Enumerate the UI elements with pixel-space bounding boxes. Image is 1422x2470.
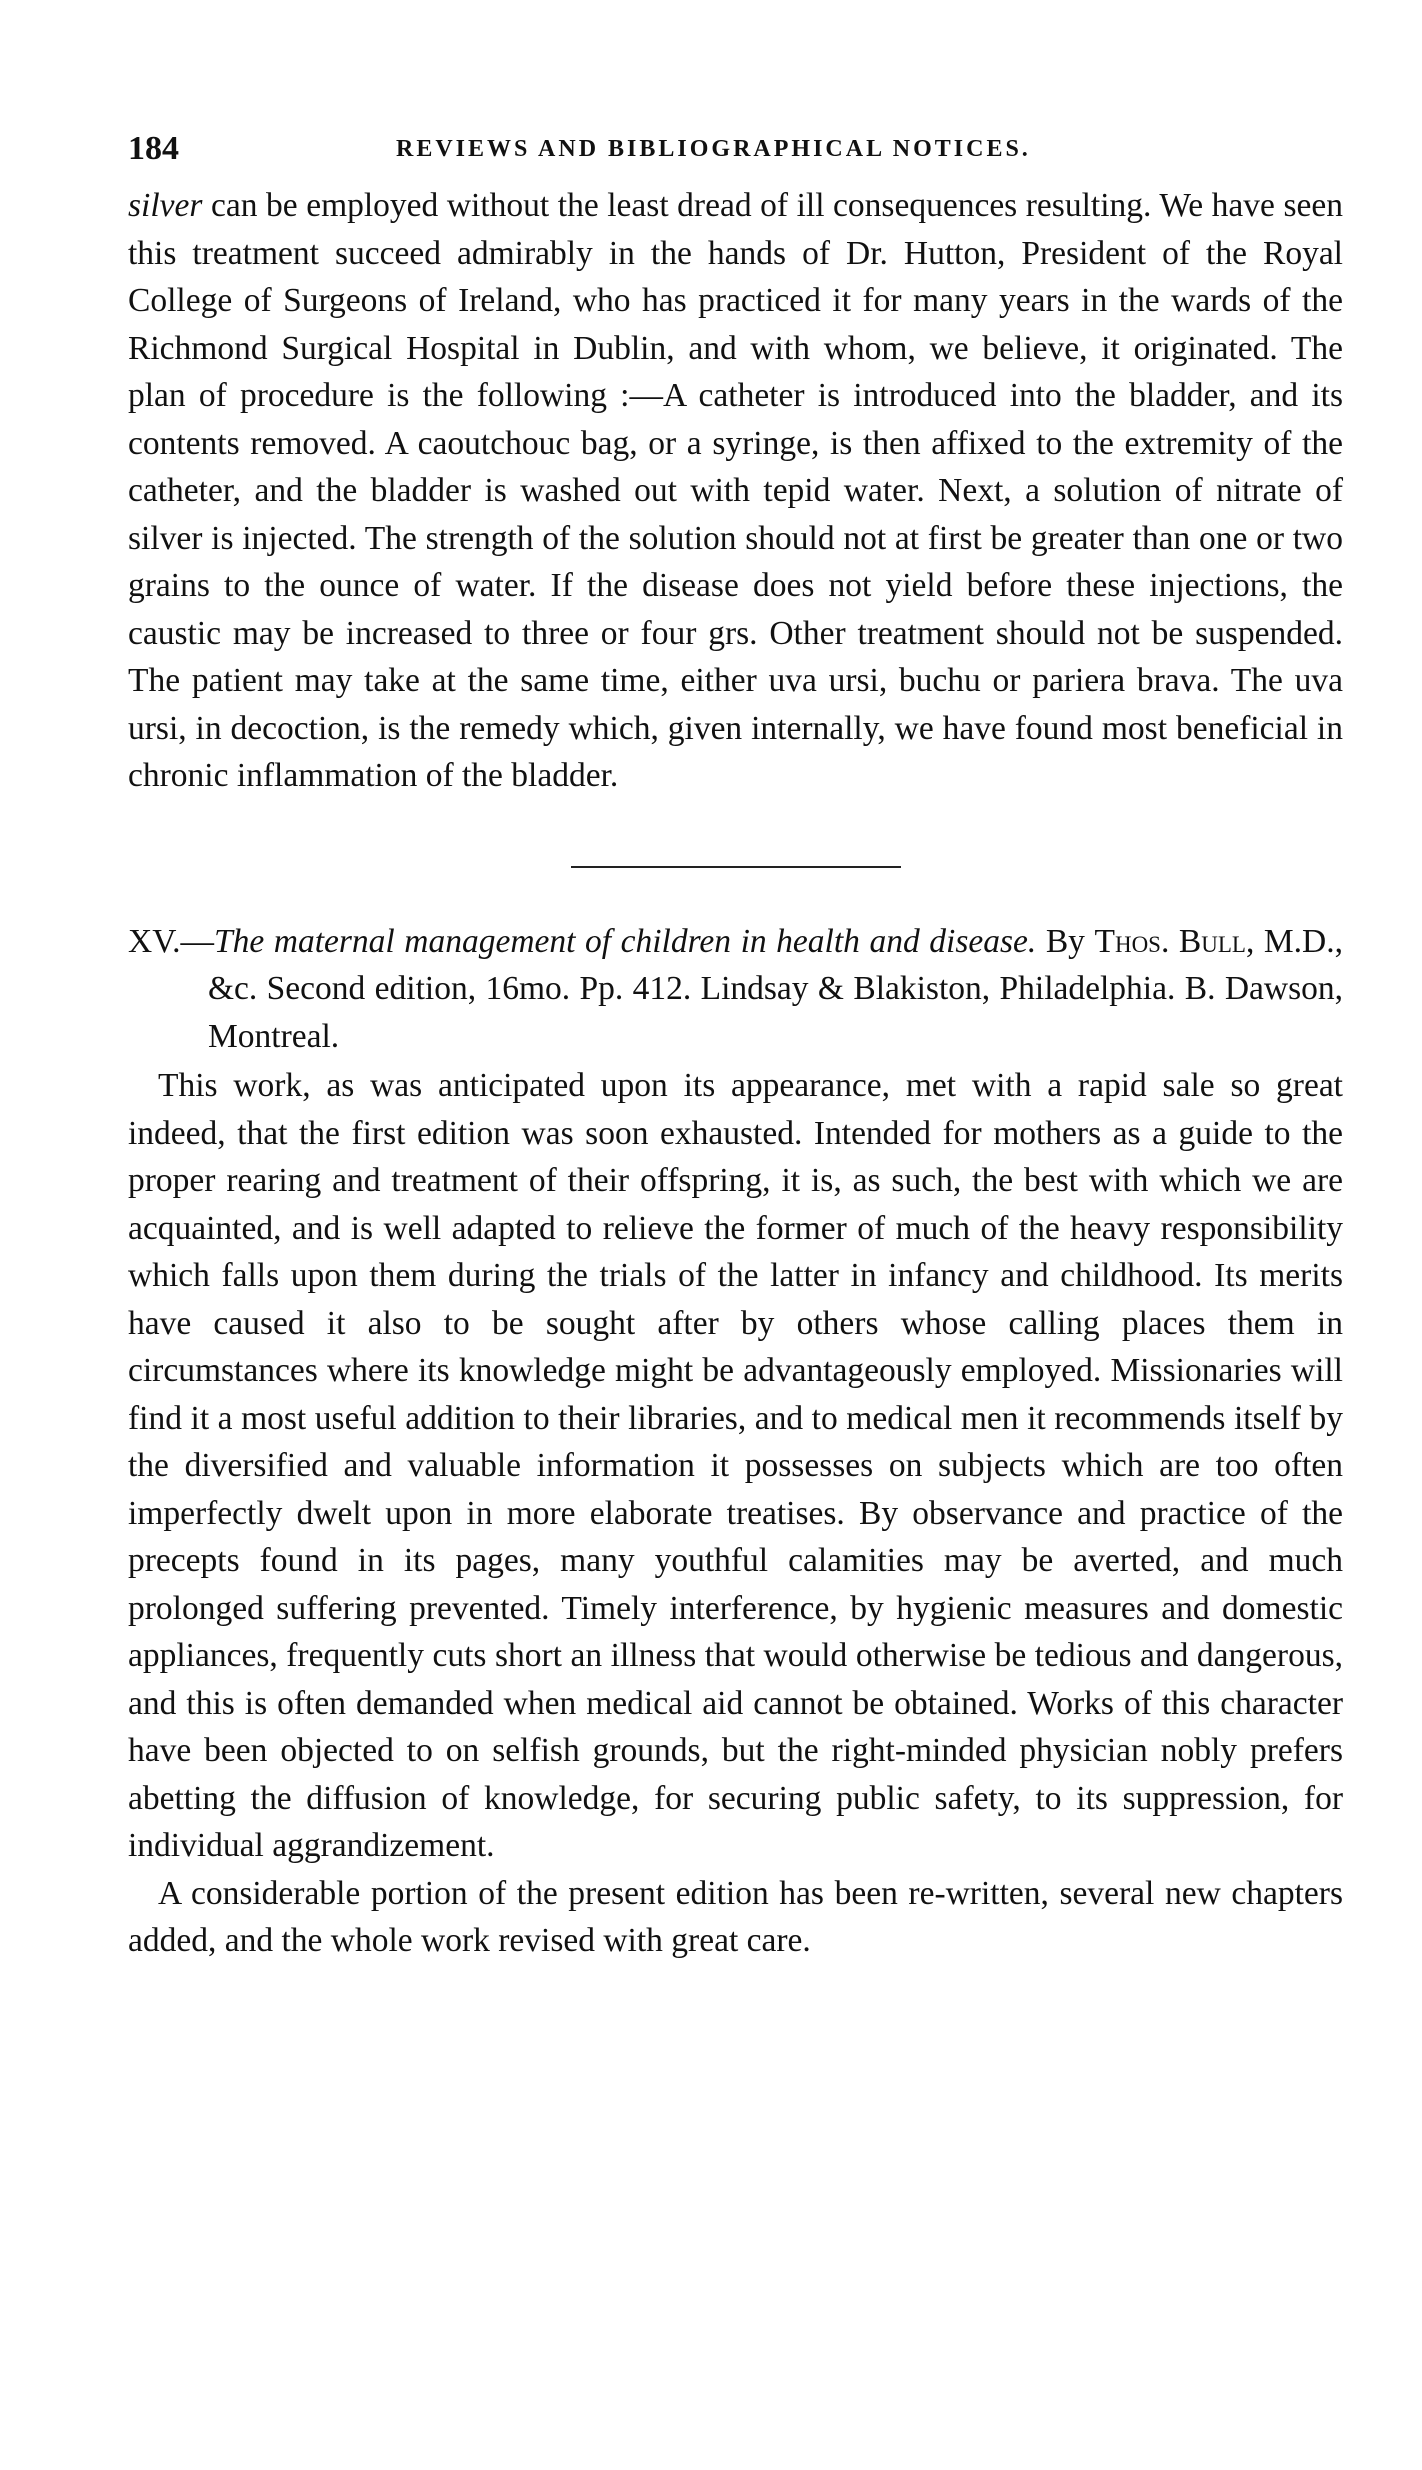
section-divider xyxy=(571,866,901,868)
review-book-title: The maternal management of children in health and disease. xyxy=(213,922,1037,960)
continued-paragraph xyxy=(128,182,1343,800)
review-paragraph: This work, as was anticipated upon its appearance, met with a rapid sale so great indeed, that the first edition was soon exhausted. Intended for mothers as a guide to the proper rearing and treatment of their offspring, it is, as such, the best with which we are acquainted, and is well adapted to relieve the former of much of the heavy responsibility which falls upon them during the trials of the latter in infancy and childhood. Its merits have caused it also to be sought after by others whose calling places them in circumstances where its knowledge might be advantageously employed. Missionaries will find it a most useful addition to their libraries, and to medical men it recommends itself by the diversified and valuable information it possesses on subjects which are too often imperfectly dwelt upon in more elaborate treatises. By observance and practice of the precepts found in its pages, many youthful calamities may be averted, and much prolonged suffering prevented. Timely interference, by hygienic measures and domestic appliances, frequently cuts short an illness that would otherwise be tedious and dangerous, and this is often demanded when medical aid cannot be obtained. Works of this character have been objected to on selfish grounds, but the right-minded physician nobly prefers abetting the diffusion of knowledge, for securing public safety, to its suppression, for individual aggrandizement. xyxy=(128,1067,1343,1864)
review-paragraph: A considerable portion of the present edition has been re-written, several new chapters added, and the whole work revised with great care. xyxy=(128,1874,1343,1959)
opening-word: silver xyxy=(128,187,203,224)
running-head: REVIEWS AND BIBLIOGRAPHICAL NOTICES. xyxy=(396,136,1031,162)
page-header xyxy=(128,112,1343,182)
review-publication-details: , M.D., &c. Second edition, 16mo. Pp. 412. Lindsay & Blakiston, Philadelphia. B. Dawson, Montreal. xyxy=(208,922,1344,1055)
review-by: By xyxy=(1036,922,1095,960)
page-number: 184 xyxy=(128,130,179,167)
review-author: Thos. Bull xyxy=(1094,922,1246,960)
review-heading xyxy=(128,918,1343,1061)
review-number: XV.— xyxy=(128,922,214,960)
continued-paragraph-text: can be employed without the least dread of ill consequences resulting. We have seen this treatment succeed admirably in the hands of Dr. Hutton, President of the Royal College of Surgeons of Ireland, who has practiced it for many years in the wards of the Richmond Surgical Hospital in Dublin, and with whom, we believe, it originated. The plan of procedure is the following :—A catheter is introduced into the bladder, and its contents removed. A caoutchouc bag, or a syringe, is then affixed to the extremity of the catheter, and the bladder is washed out with tepid water. Next, a solution of nitrate of silver is injected. The strength of the solution should not at first be greater than one or two grains to the ounce of water. If the disease does not yield before these injections, the caustic may be increased to three or four grs. Other treatment should not be suspended. The patient may take at the same time, either uva ursi, buchu or pariera brava. The uva ursi, in decoction, is the remedy which, given internally, we have found most beneficial in chronic inflammation of the bladder. xyxy=(128,187,1343,794)
book-page xyxy=(128,112,1343,1965)
article-body xyxy=(128,182,1343,1965)
